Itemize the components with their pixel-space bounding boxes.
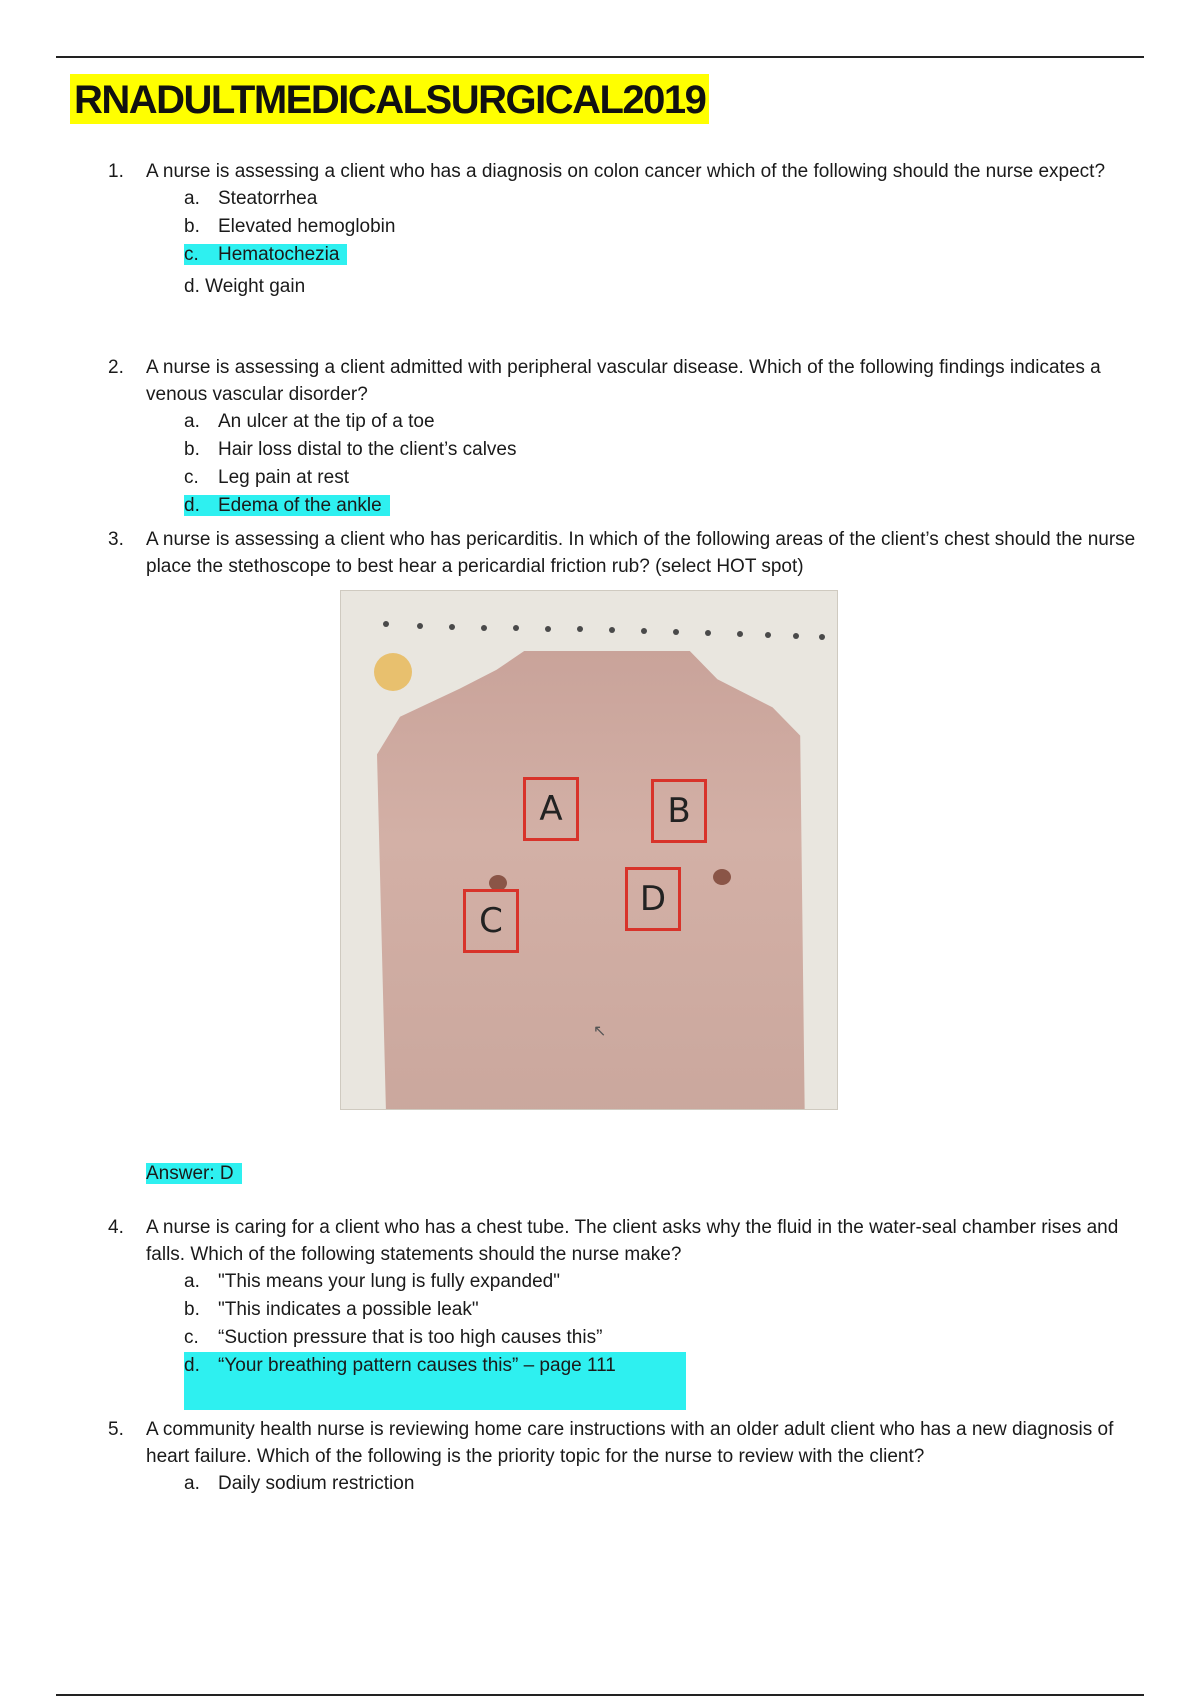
- question-5: [108, 1416, 1138, 1498]
- bottom-rule: [56, 1694, 1144, 1696]
- question-stem: A nurse is assessing a client who has a diagnosis on colon cancer which of the following should the nurse expect?: [146, 161, 1106, 182]
- decor-dot: [819, 634, 825, 640]
- hotspot-a[interactable]: A: [523, 777, 579, 841]
- option-d-correct: d. “Your breathing pattern causes this” – page 111: [184, 1352, 1138, 1410]
- options-list: [184, 1268, 1138, 1410]
- question-stem: A nurse is assessing a client admitted with peripheral vascular disease. Which of the following findings indicates a venous vascular disorder?: [146, 357, 1101, 405]
- option-b: b. Hair loss distal to the client’s calves: [184, 439, 517, 460]
- decor-circle: [374, 653, 412, 691]
- decor-dot: [673, 629, 679, 635]
- answer-label: Answer: D: [146, 1161, 242, 1187]
- question-number: 5.: [108, 1419, 124, 1440]
- right-nipple: [713, 869, 731, 885]
- decor-dot: [481, 625, 487, 631]
- option-b: b. Elevated hemoglobin: [184, 216, 396, 237]
- hotspot-d[interactable]: D: [625, 867, 681, 931]
- option-d-correct: d. Edema of the ankle: [184, 492, 1138, 520]
- decor-dot: [577, 626, 583, 632]
- question-number: 4.: [108, 1217, 124, 1238]
- options-list: [184, 1470, 1138, 1498]
- question-stem: A community health nurse is reviewing home care instructions with an older adult client who has a new diagnosis of heart failure. Which of the following is the priority topic for the nurse to review with the client?: [146, 1419, 1114, 1467]
- decor-dot: [545, 626, 551, 632]
- question-number: 1.: [108, 161, 124, 182]
- option-c-correct: c. Hematochezia: [184, 241, 1138, 269]
- decor-dot: [417, 623, 423, 629]
- hotspot-b[interactable]: B: [651, 779, 707, 843]
- question-2: [108, 354, 1138, 520]
- decor-dot: [641, 628, 647, 634]
- option-b: b. "This indicates a possible leak": [184, 1299, 479, 1320]
- question-stem: A nurse is caring for a client who has a chest tube. The client asks why the fluid in the water-seal chamber rises and falls. Which of the following statements should the nurse make?: [146, 1217, 1119, 1265]
- question-1: [108, 158, 1138, 301]
- option-c: c. “Suction pressure that is too high causes this”: [184, 1327, 603, 1348]
- chest-hotspot-image: [340, 590, 838, 1110]
- decor-dot: [705, 630, 711, 636]
- decor-dot: [383, 621, 389, 627]
- question-3: [108, 526, 1138, 580]
- option-d: d. Weight gain: [184, 276, 306, 297]
- option-a: a. Daily sodium restriction: [184, 1473, 415, 1494]
- question-stem: A nurse is assessing a client who has pericarditis. In which of the following areas of the client’s chest should the nurse place the stethoscope to best hear a pericardial friction rub? (select HOT spot): [146, 529, 1136, 577]
- question-4: [108, 1214, 1138, 1410]
- mouse-pointer-icon: ↖: [593, 1023, 607, 1040]
- decor-dot: [737, 631, 743, 637]
- decor-dot: [513, 625, 519, 631]
- hotspot-c[interactable]: C: [463, 889, 519, 953]
- options-list: [184, 408, 1138, 520]
- options-list: [184, 185, 1138, 301]
- decor-dot: [765, 632, 771, 638]
- decor-dot: [609, 627, 615, 633]
- option-a: a. Steatorrhea: [184, 188, 318, 209]
- question-number: 3.: [108, 529, 124, 550]
- question-number: 2.: [108, 357, 124, 378]
- option-a: a. "This means your lung is fully expanded": [184, 1271, 560, 1292]
- decor-dot: [449, 624, 455, 630]
- chest-torso: [377, 651, 837, 1110]
- decor-dot: [793, 633, 799, 639]
- top-rule: [56, 56, 1144, 58]
- document-title: RNADULTMEDICALSURGICAL2019: [70, 74, 709, 124]
- option-a: a. An ulcer at the tip of a toe: [184, 411, 435, 432]
- option-c: c. Leg pain at rest: [184, 467, 349, 488]
- title-block: [70, 74, 709, 124]
